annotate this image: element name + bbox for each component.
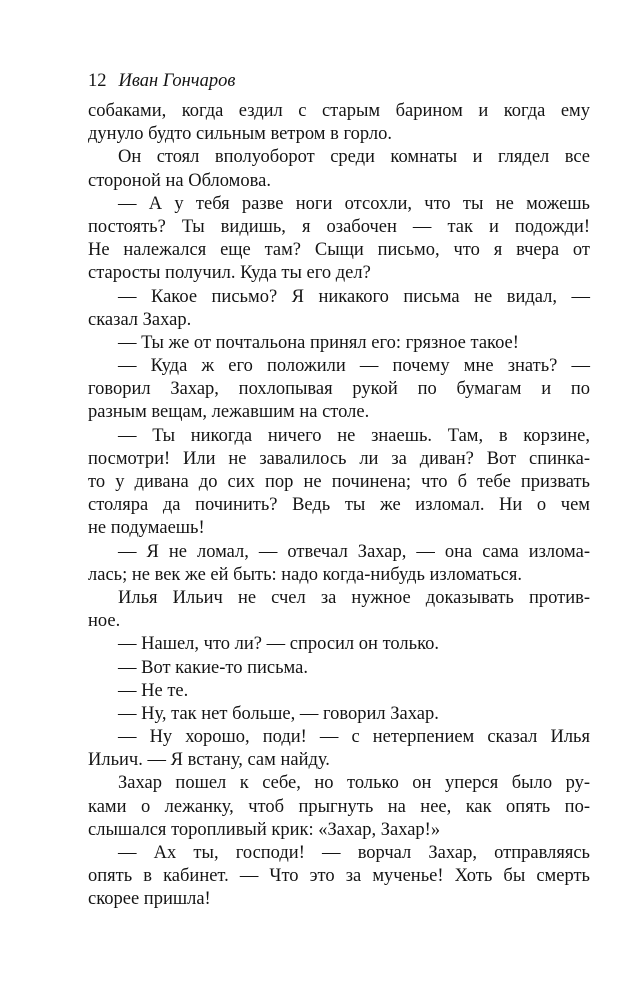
text-line: разным вещам, лежавшим на столе.	[88, 402, 370, 423]
paragraph	[88, 193, 590, 286]
text-line: — Куда ж его положили — почему мне знать? —	[118, 356, 590, 377]
text-line: Ильич. — Я встану, сам найду.	[88, 750, 330, 771]
text-line: стороной на Обломова.	[88, 170, 271, 191]
paragraph	[88, 355, 590, 425]
paragraph	[88, 772, 590, 842]
text-line: — Вот какие-то письма.	[118, 657, 308, 678]
paragraph	[88, 633, 590, 656]
text-line: Он стоял вполуоборот среди комнаты и глядел все	[118, 147, 590, 168]
text-line: говорил Захар, похлопывая рукой по бумагам и по	[88, 379, 590, 400]
text-line: — А у тебя разве ноги отсохли, что ты не можешь	[118, 193, 590, 214]
text-line: — Ну, так нет больше, — говорил Захар.	[118, 703, 439, 724]
text-line: — Я не ломал, — отвечал Захар, — она сама излома-	[118, 541, 590, 562]
paragraph	[88, 425, 590, 541]
paragraph	[88, 286, 590, 332]
text-line: — Ах ты, господи! — ворчал Захар, отправляясь	[118, 843, 590, 863]
text-line: — Какое письмо? Я никакого письма не видал, —	[118, 286, 590, 307]
paragraph	[88, 541, 590, 587]
text-line: собаками, когда ездил с старым барином и когда ему	[88, 101, 590, 121]
paragraph	[88, 842, 590, 912]
text-line: опять в кабинет. — Что это за мученье! Хоть бы смерть	[88, 866, 590, 887]
paragraph	[88, 726, 590, 772]
paragraph	[88, 100, 590, 146]
text-line: — Ты никогда ничего не знаешь. Там, в корзине,	[118, 425, 590, 446]
text-line: посмотри! Или не завалилось ли за диван? Вот спинка-	[88, 448, 590, 469]
text-line: то у дивана до сих пор не починена; что б тебе призвать	[88, 472, 590, 492]
text-line: Захар пошел к себе, но только он уперся было ру-	[118, 773, 590, 794]
running-header	[88, 70, 235, 93]
text-line: слышался торопливый крик: «Захар, Захар!»	[88, 819, 441, 840]
text-line: постоять? Ты видишь, я озабочен — так и подожди!	[88, 216, 590, 237]
text-line: старосты получил. Куда ты его дел?	[88, 263, 371, 284]
page-number: 12	[88, 71, 107, 91]
paragraph	[88, 703, 590, 726]
text-line: — Ты же от почтальона принял его: грязное такое!	[118, 332, 519, 353]
running-head-author: Иван Гончаров	[118, 71, 236, 91]
text-line: Не належался еще там? Сыщи письмо, что я вчера от	[88, 240, 590, 261]
paragraph	[88, 587, 590, 633]
body-text	[88, 100, 590, 912]
text-line: не подумаешь!	[88, 518, 205, 539]
text-line: дунуло будто сильным ветром в горло.	[88, 124, 392, 145]
text-line: скорее пришла!	[88, 889, 211, 910]
text-line: ками о лежанку, чтоб прыгнуть на нее, как опять по-	[88, 796, 590, 817]
text-line: ное.	[88, 611, 121, 632]
text-line: — Ну хорошо, поди! — с нетерпением сказал Илья	[118, 727, 590, 748]
text-line: столяра да починить? Ведь ты же изломал. Ни о чем	[88, 495, 590, 516]
paragraph	[88, 332, 590, 355]
paragraph	[88, 657, 590, 680]
text-line: лась; не век же ей быть: надо когда-нибудь изломаться.	[88, 564, 523, 585]
text-line: — Не те.	[118, 680, 189, 701]
paragraph	[88, 680, 590, 703]
text-line: — Нашел, что ли? — спросил он только.	[118, 634, 440, 655]
paragraph	[88, 146, 590, 192]
text-line: сказал Захар.	[88, 309, 192, 330]
text-line: Илья Ильич не счел за нужное доказывать против-	[118, 587, 590, 608]
